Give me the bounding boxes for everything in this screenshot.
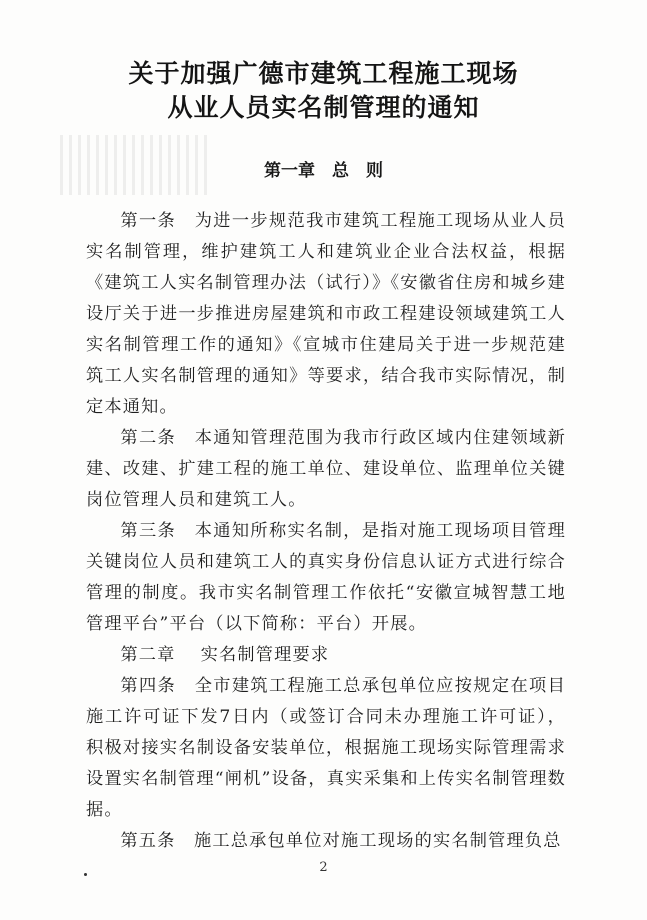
- chapter-1-heading: 第一章 总 则: [264, 161, 383, 181]
- document-body: [86, 206, 566, 857]
- article-3: 第三条 本通知所称实名制，是指对施工现场项目管理关键岗位人员和建筑工人的真实身份信息认证方式进行综合管理的制度。我市实名制管理工作依托“安徽宣城智慧工地管理平台”平台（以下简称：平台）开展。: [86, 521, 566, 634]
- article-4: 第四条 全市建筑工程施工总承包单位应按规定在项目施工许可证下发7日内（或签订合同未办理施工许可证），积极对接实名制设备安装单位，根据施工现场实际管理需求设置实名制管理“闸机”设备，真实采集和上传实名制管理数据。: [86, 676, 566, 820]
- article-5: 第五条 施工总承包单位对施工现场的实名制管理负总: [120, 831, 562, 851]
- chapter-2-heading: 第二章 实名制管理要求: [120, 645, 330, 665]
- document-title-line-1: 关于加强广德市建筑工程施工现场: [128, 59, 519, 88]
- article-2: 第二条 本通知管理范围为我市行政区域内住建领域新建、改建、扩建工程的施工单位、建设单位、监理单位关键岗位管理人员和建筑工人。: [86, 428, 566, 510]
- article-1: 第一条 为进一步规范我市建筑工程施工现场从业人员实名制管理，维护建筑工人和建筑业企业合法权益，根据《建筑工人实名制管理办法（试行）》《安徽省住房和城乡建设厅关于进一步推进房屋建筑和市政工程建设领域建筑工人实名制管理工作的通知》《宣城市住建局关于进一步规范建筑工人实名制管理的通知》等要求，结合我市实际情况，制定本通知。: [86, 211, 566, 417]
- document-title-line-2: 从业人员实名制管理的通知: [167, 93, 480, 122]
- page-number: 2: [319, 860, 328, 875]
